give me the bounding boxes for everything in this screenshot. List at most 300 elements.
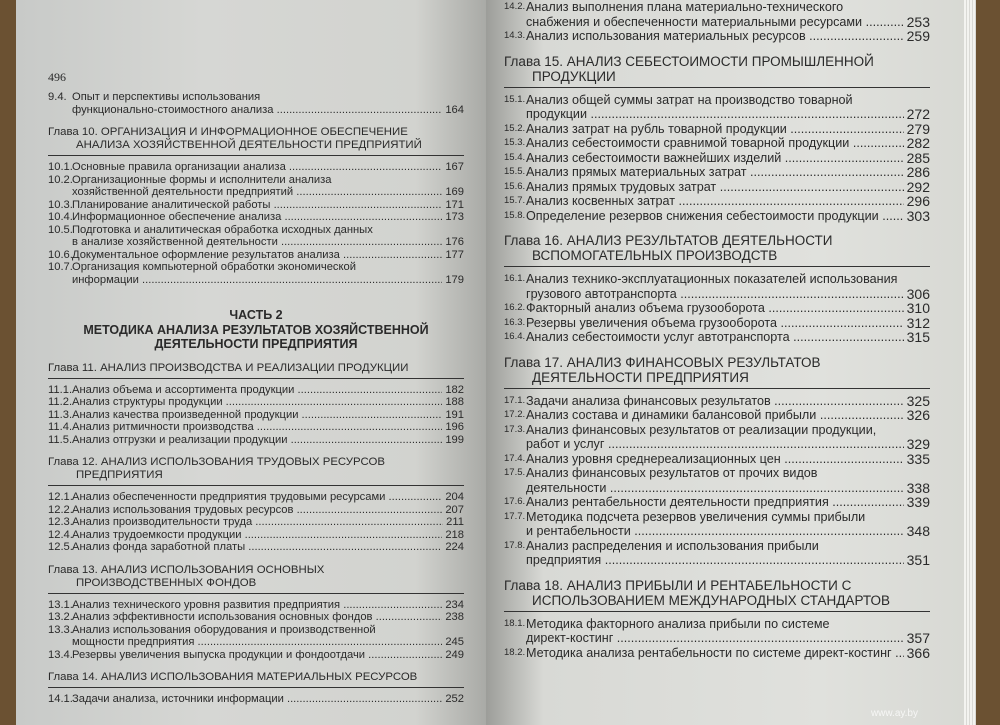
entry-page: 285: [906, 149, 930, 166]
entry-page: 224: [445, 541, 464, 553]
entry-number: 17.1.: [504, 394, 526, 406]
entry-page: 182: [445, 383, 464, 396]
entry-title: Анализ отгрузки и реализации продукции .....: [72, 434, 442, 447]
entry-title: Факторный анализ объема грузооборота .....: [526, 301, 904, 316]
entry-page: 204: [445, 491, 464, 503]
entry-title: Методика анализа рентабельности по системе директ-костинг .....: [526, 646, 904, 661]
entry-title: деятельности .....: [526, 481, 904, 496]
toc-entry-line: [504, 408, 930, 423]
toc-entry: [48, 409, 464, 422]
toc-entry: [504, 452, 930, 467]
toc-entry-line: [48, 504, 464, 517]
chapter-title: [504, 355, 930, 389]
entry-title: Анализ качества произведенной продукции .....: [72, 409, 442, 422]
toc-entry: [504, 165, 930, 180]
entry-title: Анализ использования трудовых ресурсов .....: [72, 504, 442, 517]
entry-page: 211: [446, 516, 464, 528]
chapter-title: [48, 126, 464, 156]
entry-title: Задачи анализа финансовых результатов .....: [526, 394, 904, 409]
toc-entry-line-cont: [504, 272, 930, 287]
toc-entry: [48, 611, 464, 624]
entry-number: 18.1.: [504, 617, 526, 629]
toc-entry: [504, 646, 930, 661]
entry-title: функционально-стоимостного анализа .....: [72, 104, 442, 117]
entry-number: 9.4.: [48, 91, 67, 103]
chapter-title: [504, 233, 930, 267]
toc-entry-line: [504, 394, 930, 409]
chapter-title-line: Глава 15. АНАЛИЗ СЕБЕСТОИМОСТИ ПРОМЫШЛЕННОЙ: [504, 53, 874, 69]
toc-entry: [504, 301, 930, 316]
chapter-title-line: Глава 18. АНАЛИЗ ПРИБЫЛИ И РЕНТАБЕЛЬНОСТИ С: [504, 577, 852, 593]
toc-entry-line: [504, 452, 930, 467]
chapter: [48, 362, 464, 447]
toc-entry: [48, 434, 464, 447]
entry-number: 10.3.: [48, 198, 73, 211]
entry-number: 12.4.: [48, 528, 73, 541]
entry-page: 329: [906, 436, 930, 452]
entry-number: 15.2.: [504, 122, 526, 134]
entry-title: работ и услуг .....: [526, 437, 904, 452]
toc-entry: [48, 516, 464, 529]
toc-entry: [48, 224, 464, 249]
chapter-title: [504, 54, 930, 88]
entry-title: и рентабельности .....: [526, 524, 904, 539]
entry-page: 249: [445, 648, 464, 661]
entry-page: 315: [906, 329, 930, 345]
toc-entry-line: [48, 649, 464, 662]
toc-entry: [48, 599, 464, 612]
entry-page: 338: [906, 479, 930, 496]
entry-page: 357: [906, 630, 930, 646]
entry-page: 196: [445, 421, 464, 433]
toc-entry: [48, 91, 464, 116]
chapter-title-line: Глава 10. ОРГАНИЗАЦИЯ И ИНФОРМАЦИОННОЕ ОБЕСПЕЧЕНИЕ: [48, 126, 408, 138]
toc-entry-line: [48, 186, 464, 199]
entry-page: 207: [445, 503, 464, 516]
entry-title: Планирование аналитической работы .....: [72, 199, 442, 212]
entry-title: Анализ себестоимости услуг автотранспорта .....: [526, 330, 904, 345]
entry-number: 15.6.: [504, 180, 526, 192]
entry-page: 171: [445, 198, 464, 211]
toc-entry-line-cont: [504, 617, 930, 632]
toc-entry: [504, 495, 930, 510]
right-toc: [504, 0, 930, 660]
toc-entry-line-cont: [48, 174, 464, 187]
entry-number: 11.3.: [48, 408, 73, 421]
entry-number: 13.1.: [48, 598, 73, 611]
toc-entry: [504, 272, 930, 301]
entry-title: Организационные формы и исполнители анализа: [72, 173, 332, 186]
chapter: [48, 671, 464, 706]
entry-page: 296: [906, 193, 930, 209]
entry-title: Анализ себестоимости сравнимой товарной продукции .....: [526, 136, 904, 151]
toc-entry: [48, 693, 464, 706]
entry-page: 176: [445, 236, 464, 248]
toc-entry: [504, 136, 930, 151]
entry-title: Методика подсчета резервов увеличения суммы прибыли: [526, 509, 866, 524]
chapter: [48, 564, 464, 662]
toc-entry: [504, 0, 930, 29]
entry-page: 325: [906, 392, 930, 409]
entry-number: 16.2.: [504, 302, 526, 313]
entry-number: 14.1.: [48, 693, 73, 705]
toc-entry-line: [504, 437, 930, 452]
entry-page: 335: [906, 450, 930, 467]
chapter-title-line: ПРЕДПРИЯТИЯ: [76, 469, 163, 481]
entry-number: 14.3.: [504, 30, 526, 41]
entry-title: мощности предприятия .....: [72, 636, 442, 649]
entry-page: 234: [445, 598, 464, 611]
toc-entry-line-cont: [504, 466, 930, 481]
entry-page: 177: [445, 248, 464, 261]
chapter-title: [504, 578, 930, 612]
entry-page: 259: [906, 28, 930, 44]
entry-title: Анализ фонда заработной платы .....: [72, 541, 442, 554]
entry-page: 191: [445, 408, 464, 421]
entry-number: 18.2.: [504, 646, 526, 658]
part-title-line2: ДЕЯТЕЛЬНОСТИ ПРЕДПРИЯТИЯ: [154, 337, 358, 351]
toc-entry: [48, 491, 464, 504]
entry-title: Анализ финансовых результатов от реализации продукции,: [526, 422, 877, 437]
toc-entry: [504, 194, 930, 209]
toc-entry: [48, 649, 464, 662]
entry-title: Анализ обеспеченности предприятия трудовыми ресурсами .....: [72, 491, 442, 504]
toc-entry-line: [48, 516, 464, 529]
entry-title: Резервы увеличения объема грузооборота .....: [526, 316, 904, 331]
entry-title: Анализ использования оборудования и производственной: [72, 623, 376, 636]
chapter-title-line: Глава 12. АНАЛИЗ ИСПОЛЬЗОВАНИЯ ТРУДОВЫХ РЕСУРСОВ: [48, 456, 385, 468]
entry-title: Анализ структуры продукции .....: [72, 396, 442, 409]
entry-page: 339: [906, 494, 930, 510]
toc-entry: [504, 617, 930, 646]
toc-entry: [504, 180, 930, 195]
toc-entry-line: [48, 693, 464, 706]
toc-entry: [48, 161, 464, 174]
entry-number: 11.5.: [48, 433, 73, 446]
entry-number: 12.1.: [48, 491, 73, 503]
entry-page: 306: [906, 285, 930, 302]
right-top-entries: [504, 0, 930, 44]
entry-page: 245: [445, 636, 464, 648]
left-page: [16, 0, 486, 725]
toc-entry-line: [48, 541, 464, 554]
toc-entry-line: [504, 330, 930, 345]
chapter-title-line: Глава 17. АНАЛИЗ ФИНАНСОВЫХ РЕЗУЛЬТАТОВ: [504, 354, 821, 370]
entry-title: Анализ уровня среднереализационных цен .....: [526, 452, 904, 467]
entry-title: Анализ распределения и использования прибыли: [526, 538, 819, 553]
chapter: [504, 578, 930, 661]
entry-title: Опыт и перспективы использования: [72, 91, 261, 103]
entry-number: 17.5.: [504, 467, 526, 478]
chapter-title: [48, 456, 464, 486]
toc-entry-line: [48, 236, 464, 249]
toc-entry-line-cont: [504, 93, 930, 108]
entry-page: 173: [445, 211, 464, 223]
toc-entry-line: [504, 165, 930, 180]
entry-number: 17.7.: [504, 510, 526, 522]
toc-entry: [48, 199, 464, 212]
toc-entry: [48, 261, 464, 286]
entry-number: 11.4.: [48, 421, 73, 433]
entry-number: 16.4.: [504, 331, 526, 342]
entry-page: 286: [906, 164, 930, 180]
entry-page: 252: [445, 693, 464, 705]
entry-title: Анализ ритмичности производства .....: [72, 421, 442, 434]
page-number: 496: [48, 70, 66, 84]
entry-page: 272: [906, 106, 930, 122]
entry-page: 312: [906, 314, 930, 331]
chapter-title-line: ДЕЯТЕЛЬНОСТИ ПРЕДПРИЯТИЯ: [532, 369, 749, 385]
entry-title: Анализ трудоемкости продукции .....: [72, 529, 442, 542]
entry-title: Анализ производительности труда .....: [72, 516, 443, 529]
toc-entry: [504, 93, 930, 122]
entry-number: 10.6.: [48, 248, 73, 261]
toc-entry-line-cont: [504, 0, 930, 15]
toc-entry-line: [48, 529, 464, 542]
chapter: [504, 355, 930, 568]
toc-entry-line: [48, 434, 464, 447]
entry-number: 10.4.: [48, 211, 73, 223]
toc-entry-line: [504, 29, 930, 44]
right-chapters: [504, 54, 930, 661]
left-chapters-after: [48, 362, 464, 706]
right-page: [486, 0, 964, 725]
entry-title: информации .....: [72, 274, 442, 287]
toc-entry: [504, 330, 930, 345]
toc-entry-line: [504, 646, 930, 661]
toc-entry: [48, 396, 464, 409]
chapter-title-line: Глава 13. АНАЛИЗ ИСПОЛЬЗОВАНИЯ ОСНОВНЫХ: [48, 563, 325, 576]
toc-entry-line: [48, 396, 464, 409]
entry-number: 13.2.: [48, 611, 73, 623]
toc-entry: [504, 539, 930, 568]
entry-number: 10.7.: [48, 261, 73, 273]
toc-entry-line-cont: [48, 91, 464, 104]
toc-entry-line: [48, 599, 464, 612]
entry-number: 15.8.: [504, 209, 526, 221]
entry-title: Подготовка и аналитическая обработка исходных данных: [72, 223, 373, 236]
chapter-title-line: ПРОДУКЦИИ: [532, 68, 616, 84]
entry-number: 10.1.: [48, 161, 73, 173]
toc-entry: [504, 408, 930, 423]
entry-number: 11.2.: [48, 396, 73, 408]
chapter-title-line: ИСПОЛЬЗОВАНИЕМ МЕЖДУНАРОДНЫХ СТАНДАРТОВ: [532, 592, 890, 608]
entry-title: Анализ технического уровня развития предприятия .....: [72, 599, 442, 612]
chapter-title-line: Глава 16. АНАЛИЗ РЕЗУЛЬТАТОВ ДЕЯТЕЛЬНОСТИ: [504, 233, 833, 248]
chapter-title: [48, 362, 464, 379]
toc-entry-line: [504, 180, 930, 195]
entry-number: 12.3.: [48, 516, 73, 528]
toc-entry-line: [48, 636, 464, 649]
chapter: [48, 126, 464, 286]
entry-page: 351: [906, 552, 930, 568]
entry-number: 17.2.: [504, 409, 526, 420]
toc-entry-line-cont: [48, 624, 464, 637]
entry-number: 12.5.: [48, 541, 73, 553]
entry-title: Задачи анализа, источники информации .....: [72, 693, 442, 706]
entry-title: Основные правила организации анализа .....: [72, 161, 442, 174]
toc-entry-line: [48, 211, 464, 224]
entry-title: грузового автотранспорта .....: [526, 287, 904, 302]
toc-entry: [48, 624, 464, 649]
entry-title: Анализ затрат на рубль товарной продукции .....: [526, 122, 904, 137]
entry-number: 17.3.: [504, 423, 526, 435]
left-top-entries: [48, 91, 464, 116]
entry-title: Информационное обеспечение анализа .....: [72, 211, 442, 224]
toc-entry-line: [504, 122, 930, 137]
entry-title: Анализ прямых материальных затрат .....: [526, 165, 904, 180]
entry-number: 17.6.: [504, 496, 526, 507]
entry-page: 218: [445, 528, 464, 541]
toc-entry-line-cont: [48, 224, 464, 237]
entry-title: предприятия .....: [526, 553, 904, 568]
toc-entry: [504, 29, 930, 44]
entry-page: 253: [906, 13, 930, 30]
entry-page: 303: [906, 207, 930, 224]
entry-title: снабжения и обеспеченности материальными ресурсами .....: [526, 15, 904, 30]
toc-entry: [48, 249, 464, 262]
chapter-title-line: ПРОИЗВОДСТВЕННЫХ ФОНДОВ: [76, 576, 257, 589]
toc-entry-line: [504, 631, 930, 646]
toc-entry-line: [48, 274, 464, 287]
entry-title: в анализе хозяйственной деятельности .....: [72, 236, 442, 249]
toc-entry: [48, 421, 464, 434]
entry-title: Анализ состава и динамики балансовой прибыли .....: [526, 408, 904, 423]
toc-entry-line: [48, 384, 464, 397]
entry-title: Анализ рентабельности деятельности предприятия .....: [526, 495, 904, 510]
entry-title: Определение резервов снижения себестоимости продукции .....: [526, 209, 904, 224]
toc-entry: [504, 151, 930, 166]
toc-entry-line: [48, 249, 464, 262]
entry-title: Анализ косвенных затрат .....: [526, 194, 904, 209]
toc-entry-line: [48, 421, 464, 434]
entry-title: Анализ себестоимости важнейших изделий .....: [526, 151, 904, 166]
entry-number: 15.4.: [504, 151, 526, 163]
toc-entry-line: [48, 161, 464, 174]
toc-entry-line: [504, 151, 930, 166]
entry-page: 292: [906, 178, 930, 195]
toc-entry: [48, 384, 464, 397]
entry-number: 16.1.: [504, 273, 526, 284]
entry-number: 16.3.: [504, 316, 526, 328]
toc-entry-line-cont: [504, 510, 930, 525]
toc-entry: [48, 529, 464, 542]
entry-title: Организация компьютерной обработки экономической: [72, 261, 357, 273]
entry-number: 15.1.: [504, 93, 526, 105]
entry-number: 17.8.: [504, 539, 526, 551]
entry-page: 199: [445, 433, 464, 446]
toc-entry: [504, 209, 930, 224]
chapter-title: [48, 564, 464, 594]
chapter: [504, 54, 930, 224]
toc-entry-line: [48, 409, 464, 422]
toc-entry: [504, 316, 930, 331]
entry-page: 348: [906, 523, 930, 539]
entry-page: 279: [906, 120, 930, 137]
watermark: www.ay.by: [870, 708, 918, 719]
chapter-title-line: АНАЛИЗА ХОЗЯЙСТВЕННОЙ ДЕЯТЕЛЬНОСТИ ПРЕДПРИЯТИЙ: [76, 139, 422, 151]
entry-page: 188: [445, 396, 464, 408]
chapter-title-line: Глава 14. АНАЛИЗ ИСПОЛЬЗОВАНИЯ МАТЕРИАЛЬНЫХ РЕСУРСОВ: [48, 671, 418, 683]
entry-number: 10.5.: [48, 223, 73, 236]
toc-entry-line: [504, 194, 930, 209]
entry-title: хозяйственной деятельности предприятий .....: [72, 186, 442, 199]
entry-number: 12.2.: [48, 503, 73, 516]
entry-title: Методика факторного анализа прибыли по системе: [526, 616, 830, 631]
toc-entry: [48, 541, 464, 554]
toc-entry-line: [504, 301, 930, 316]
entry-number: 13.4.: [48, 648, 73, 661]
toc-entry-line: [504, 495, 930, 510]
entry-number: 15.3.: [504, 137, 526, 148]
toc-entry-line: [504, 481, 930, 496]
toc-entry: [48, 174, 464, 199]
book-page-edges: [964, 0, 976, 725]
entry-number: 14.2.: [504, 1, 526, 12]
entry-number: 13.3.: [48, 623, 73, 636]
chapter: [48, 456, 464, 554]
entry-number: 15.5.: [504, 166, 526, 177]
entry-title: Анализ эффективности использования основных фондов .....: [72, 611, 442, 624]
left-chapters-before: [48, 126, 464, 286]
toc-entry-line: [504, 553, 930, 568]
chapter: [504, 233, 930, 345]
entry-number: 11.1.: [48, 383, 73, 396]
entry-page: 282: [906, 135, 930, 151]
toc-entry-line-cont: [48, 261, 464, 274]
toc-entry-line: [48, 104, 464, 117]
toc-entry-line-cont: [504, 423, 930, 438]
entry-title: директ-костинг .....: [526, 631, 904, 646]
entry-title: Резервы увеличения выпуска продукции и фондоотдачи .....: [72, 649, 442, 662]
toc-entry: [504, 466, 930, 495]
entry-page: 366: [906, 644, 930, 661]
chapter-title-line: ВСПОМОГАТЕЛЬНЫХ ПРОИЗВОДСТВ: [532, 248, 778, 263]
toc-entry-line: [48, 611, 464, 624]
chapter-title-line: Глава 11. АНАЛИЗ ПРОИЗВОДСТВА И РЕАЛИЗАЦИИ ПРОДУКЦИИ: [48, 361, 409, 374]
entry-page: 310: [906, 300, 930, 316]
toc-entry-line: [504, 107, 930, 122]
toc-entry: [48, 504, 464, 517]
entry-title: Анализ использования материальных ресурсов .....: [526, 29, 904, 44]
toc-entry-line: [504, 209, 930, 224]
entry-page: 238: [445, 611, 464, 623]
entry-number: 10.2.: [48, 173, 73, 186]
toc-entry-line: [48, 199, 464, 212]
entry-number: 17.4.: [504, 452, 526, 464]
part-heading: [48, 308, 464, 352]
entry-page: 169: [445, 186, 464, 198]
part-title-line1: МЕТОДИКА АНАЛИЗА РЕЗУЛЬТАТОВ ХОЗЯЙСТВЕННОЙ: [83, 322, 429, 337]
left-toc: [48, 91, 464, 706]
toc-entry-line-cont: [504, 539, 930, 554]
part-label: ЧАСТЬ 2: [229, 308, 283, 322]
toc-entry-line: [504, 136, 930, 151]
toc-entry: [504, 122, 930, 137]
toc-entry: [48, 211, 464, 224]
toc-entry: [504, 394, 930, 409]
entry-title: Анализ общей суммы затрат на производство товарной: [526, 92, 853, 107]
toc-entry-line: [504, 287, 930, 302]
entry-title: Анализ прямых трудовых затрат .....: [526, 180, 904, 195]
toc-entry: [504, 423, 930, 452]
entry-title: Документальное оформление результатов анализа .....: [72, 249, 442, 262]
entry-title: Анализ выполнения плана материально-технического: [526, 0, 844, 14]
toc-entry-line: [504, 15, 930, 30]
entry-page: 167: [445, 161, 464, 173]
entry-title: Анализ финансовых результатов от прочих видов: [526, 466, 818, 480]
entry-title: Анализ объема и ассортимента продукции .....: [72, 384, 442, 397]
